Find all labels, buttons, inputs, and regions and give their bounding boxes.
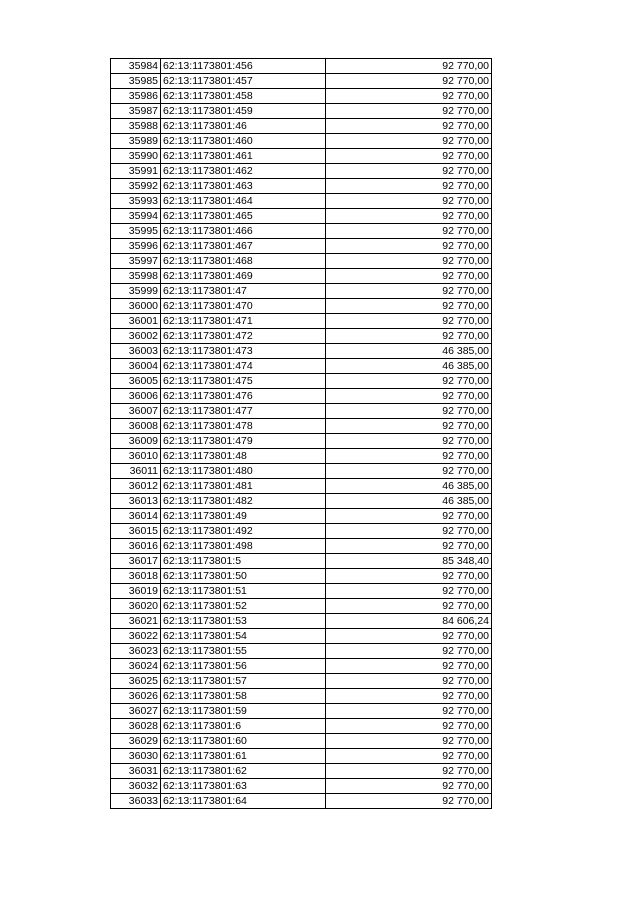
cadastral-value-cell: 92 770,00 [326, 89, 492, 104]
table-row [111, 779, 492, 794]
cadastral-number-cell: 62:13:1173801:470 [161, 299, 326, 314]
row-number-cell: 36032 [111, 779, 161, 794]
cadastral-value-cell: 92 770,00 [326, 284, 492, 299]
cadastral-number-cell: 62:13:1173801:464 [161, 194, 326, 209]
cadastral-value-cell: 92 770,00 [326, 569, 492, 584]
row-number-cell: 35989 [111, 134, 161, 149]
row-number-cell: 35991 [111, 164, 161, 179]
cadastral-value-cell: 92 770,00 [326, 419, 492, 434]
cadastral-number-cell: 62:13:1173801:478 [161, 419, 326, 434]
cadastral-number-cell: 62:13:1173801:58 [161, 689, 326, 704]
cadastral-value-cell: 92 770,00 [326, 779, 492, 794]
table-row [111, 794, 492, 809]
cadastral-value-cell: 92 770,00 [326, 374, 492, 389]
row-number-cell: 36028 [111, 719, 161, 734]
cadastral-number-cell: 62:13:1173801:481 [161, 479, 326, 494]
cadastral-number-cell: 62:13:1173801:55 [161, 644, 326, 659]
table-row [111, 749, 492, 764]
table-row [111, 314, 492, 329]
cadastral-number-cell: 62:13:1173801:459 [161, 104, 326, 119]
cadastral-number-cell: 62:13:1173801:475 [161, 374, 326, 389]
cadastral-value-cell: 92 770,00 [326, 134, 492, 149]
row-number-cell: 36010 [111, 449, 161, 464]
row-number-cell: 36022 [111, 629, 161, 644]
row-number-cell: 35995 [111, 224, 161, 239]
cadastral-number-cell: 62:13:1173801:471 [161, 314, 326, 329]
row-number-cell: 35988 [111, 119, 161, 134]
table-row [111, 404, 492, 419]
cadastral-number-cell: 62:13:1173801:457 [161, 74, 326, 89]
row-number-cell: 36026 [111, 689, 161, 704]
table-row [111, 584, 492, 599]
row-number-cell: 35994 [111, 209, 161, 224]
table-row [111, 254, 492, 269]
cadastral-number-cell: 62:13:1173801:50 [161, 569, 326, 584]
row-number-cell: 36018 [111, 569, 161, 584]
table-row [111, 149, 492, 164]
cadastral-number-cell: 62:13:1173801:63 [161, 779, 326, 794]
cadastral-number-cell: 62:13:1173801:458 [161, 89, 326, 104]
row-number-cell: 35985 [111, 74, 161, 89]
cadastral-value-cell: 92 770,00 [326, 209, 492, 224]
table-row [111, 344, 492, 359]
cadastral-number-cell: 62:13:1173801:46 [161, 119, 326, 134]
table-row [111, 104, 492, 119]
cadastral-value-cell: 92 770,00 [326, 449, 492, 464]
row-number-cell: 35987 [111, 104, 161, 119]
row-number-cell: 36017 [111, 554, 161, 569]
table-row [111, 554, 492, 569]
cadastral-value-cell: 92 770,00 [326, 674, 492, 689]
table-row [111, 719, 492, 734]
cadastral-value-cell: 46 385,00 [326, 344, 492, 359]
cadastral-value-cell: 92 770,00 [326, 599, 492, 614]
cadastral-value-cell: 92 770,00 [326, 389, 492, 404]
cadastral-value-cell: 92 770,00 [326, 509, 492, 524]
table-row [111, 119, 492, 134]
cadastral-number-cell: 62:13:1173801:465 [161, 209, 326, 224]
cadastral-value-cell: 92 770,00 [326, 749, 492, 764]
cadastral-value-cell: 92 770,00 [326, 734, 492, 749]
cadastral-value-cell: 92 770,00 [326, 719, 492, 734]
cadastral-value-cell: 92 770,00 [326, 794, 492, 809]
cadastral-number-cell: 62:13:1173801:460 [161, 134, 326, 149]
cadastral-value-table [110, 58, 492, 809]
cadastral-number-cell: 62:13:1173801:463 [161, 179, 326, 194]
table-row [111, 59, 492, 74]
cadastral-value-cell: 92 770,00 [326, 59, 492, 74]
table-row [111, 224, 492, 239]
row-number-cell: 36024 [111, 659, 161, 674]
cadastral-value-cell: 92 770,00 [326, 584, 492, 599]
row-number-cell: 36014 [111, 509, 161, 524]
cadastral-value-cell: 85 348,40 [326, 554, 492, 569]
cadastral-value-cell: 92 770,00 [326, 299, 492, 314]
table-row [111, 74, 492, 89]
row-number-cell: 36004 [111, 359, 161, 374]
row-number-cell: 35998 [111, 269, 161, 284]
row-number-cell: 36016 [111, 539, 161, 554]
row-number-cell: 36011 [111, 464, 161, 479]
row-number-cell: 36019 [111, 584, 161, 599]
cadastral-number-cell: 62:13:1173801:54 [161, 629, 326, 644]
table-row [111, 239, 492, 254]
cadastral-number-cell: 62:13:1173801:480 [161, 464, 326, 479]
cadastral-value-cell: 92 770,00 [326, 119, 492, 134]
table-row [111, 89, 492, 104]
cadastral-value-cell: 92 770,00 [326, 689, 492, 704]
cadastral-number-cell: 62:13:1173801:62 [161, 764, 326, 779]
table-row [111, 209, 492, 224]
cadastral-number-cell: 62:13:1173801:482 [161, 494, 326, 509]
cadastral-value-cell: 92 770,00 [326, 224, 492, 239]
row-number-cell: 35997 [111, 254, 161, 269]
row-number-cell: 36031 [111, 764, 161, 779]
cadastral-number-cell: 62:13:1173801:498 [161, 539, 326, 554]
cadastral-number-cell: 62:13:1173801:47 [161, 284, 326, 299]
cadastral-number-cell: 62:13:1173801:492 [161, 524, 326, 539]
row-number-cell: 36009 [111, 434, 161, 449]
table-row [111, 434, 492, 449]
cadastral-number-cell: 62:13:1173801:64 [161, 794, 326, 809]
cadastral-value-cell: 92 770,00 [326, 539, 492, 554]
cadastral-value-cell: 46 385,00 [326, 479, 492, 494]
table-row [111, 419, 492, 434]
row-number-cell: 36007 [111, 404, 161, 419]
row-number-cell: 36002 [111, 329, 161, 344]
table-row [111, 509, 492, 524]
cadastral-number-cell: 62:13:1173801:56 [161, 659, 326, 674]
table-row [111, 269, 492, 284]
row-number-cell: 36003 [111, 344, 161, 359]
cadastral-number-cell: 62:13:1173801:456 [161, 59, 326, 74]
cadastral-number-cell: 62:13:1173801:61 [161, 749, 326, 764]
cadastral-value-cell: 92 770,00 [326, 314, 492, 329]
cadastral-value-cell: 92 770,00 [326, 254, 492, 269]
cadastral-value-cell: 92 770,00 [326, 269, 492, 284]
cadastral-number-cell: 62:13:1173801:472 [161, 329, 326, 344]
cadastral-value-cell: 92 770,00 [326, 659, 492, 674]
row-number-cell: 36015 [111, 524, 161, 539]
cadastral-number-cell: 62:13:1173801:479 [161, 434, 326, 449]
cadastral-value-cell: 46 385,00 [326, 494, 492, 509]
row-number-cell: 36025 [111, 674, 161, 689]
table-row [111, 284, 492, 299]
row-number-cell: 35990 [111, 149, 161, 164]
table-row [111, 599, 492, 614]
cadastral-number-cell: 62:13:1173801:5 [161, 554, 326, 569]
table-body [111, 59, 492, 809]
cadastral-value-cell: 92 770,00 [326, 464, 492, 479]
table-row [111, 674, 492, 689]
cadastral-number-cell: 62:13:1173801:48 [161, 449, 326, 464]
cadastral-value-cell: 84 606,24 [326, 614, 492, 629]
table-row [111, 659, 492, 674]
row-number-cell: 36021 [111, 614, 161, 629]
cadastral-number-cell: 62:13:1173801:467 [161, 239, 326, 254]
cadastral-value-cell: 92 770,00 [326, 329, 492, 344]
table-row [111, 689, 492, 704]
table-row [111, 569, 492, 584]
cadastral-number-cell: 62:13:1173801:474 [161, 359, 326, 374]
table-row [111, 389, 492, 404]
table-row [111, 629, 492, 644]
cadastral-number-cell: 62:13:1173801:473 [161, 344, 326, 359]
table-row [111, 524, 492, 539]
row-number-cell: 35999 [111, 284, 161, 299]
table-row [111, 644, 492, 659]
cadastral-number-cell: 62:13:1173801:60 [161, 734, 326, 749]
table-row [111, 539, 492, 554]
table-row [111, 179, 492, 194]
cadastral-number-cell: 62:13:1173801:461 [161, 149, 326, 164]
cadastral-value-cell: 92 770,00 [326, 644, 492, 659]
cadastral-value-cell: 92 770,00 [326, 434, 492, 449]
row-number-cell: 36012 [111, 479, 161, 494]
row-number-cell: 36013 [111, 494, 161, 509]
row-number-cell: 35984 [111, 59, 161, 74]
table-row [111, 299, 492, 314]
cadastral-number-cell: 62:13:1173801:52 [161, 599, 326, 614]
cadastral-value-cell: 92 770,00 [326, 149, 492, 164]
cadastral-number-cell: 62:13:1173801:49 [161, 509, 326, 524]
row-number-cell: 36001 [111, 314, 161, 329]
cadastral-number-cell: 62:13:1173801:59 [161, 704, 326, 719]
row-number-cell: 35993 [111, 194, 161, 209]
row-number-cell: 36000 [111, 299, 161, 314]
row-number-cell: 36023 [111, 644, 161, 659]
cadastral-value-cell: 92 770,00 [326, 239, 492, 254]
cadastral-value-cell: 92 770,00 [326, 524, 492, 539]
table-row [111, 494, 492, 509]
row-number-cell: 36005 [111, 374, 161, 389]
table-row [111, 374, 492, 389]
cadastral-value-cell: 92 770,00 [326, 404, 492, 419]
row-number-cell: 36006 [111, 389, 161, 404]
cadastral-number-cell: 62:13:1173801:469 [161, 269, 326, 284]
row-number-cell: 36027 [111, 704, 161, 719]
cadastral-value-cell: 92 770,00 [326, 764, 492, 779]
table-row [111, 464, 492, 479]
document-sheet [110, 58, 491, 809]
cadastral-number-cell: 62:13:1173801:477 [161, 404, 326, 419]
row-number-cell: 36033 [111, 794, 161, 809]
row-number-cell: 36029 [111, 734, 161, 749]
table-row [111, 614, 492, 629]
cadastral-value-cell: 46 385,00 [326, 359, 492, 374]
cadastral-value-cell: 92 770,00 [326, 194, 492, 209]
row-number-cell: 35986 [111, 89, 161, 104]
table-row [111, 479, 492, 494]
cadastral-number-cell: 62:13:1173801:57 [161, 674, 326, 689]
table-row [111, 134, 492, 149]
cadastral-number-cell: 62:13:1173801:51 [161, 584, 326, 599]
cadastral-number-cell: 62:13:1173801:6 [161, 719, 326, 734]
cadastral-number-cell: 62:13:1173801:466 [161, 224, 326, 239]
cadastral-number-cell: 62:13:1173801:462 [161, 164, 326, 179]
cadastral-number-cell: 62:13:1173801:476 [161, 389, 326, 404]
table-row [111, 764, 492, 779]
row-number-cell: 35996 [111, 239, 161, 254]
cadastral-value-cell: 92 770,00 [326, 704, 492, 719]
table-row [111, 359, 492, 374]
row-number-cell: 36030 [111, 749, 161, 764]
table-row [111, 704, 492, 719]
cadastral-value-cell: 92 770,00 [326, 74, 492, 89]
cadastral-number-cell: 62:13:1173801:468 [161, 254, 326, 269]
table-row [111, 194, 492, 209]
cadastral-value-cell: 92 770,00 [326, 104, 492, 119]
cadastral-value-cell: 92 770,00 [326, 164, 492, 179]
cadastral-value-cell: 92 770,00 [326, 629, 492, 644]
row-number-cell: 35992 [111, 179, 161, 194]
cadastral-number-cell: 62:13:1173801:53 [161, 614, 326, 629]
table-row [111, 329, 492, 344]
cadastral-value-cell: 92 770,00 [326, 179, 492, 194]
table-row [111, 449, 492, 464]
table-row [111, 164, 492, 179]
row-number-cell: 36008 [111, 419, 161, 434]
row-number-cell: 36020 [111, 599, 161, 614]
table-row [111, 734, 492, 749]
